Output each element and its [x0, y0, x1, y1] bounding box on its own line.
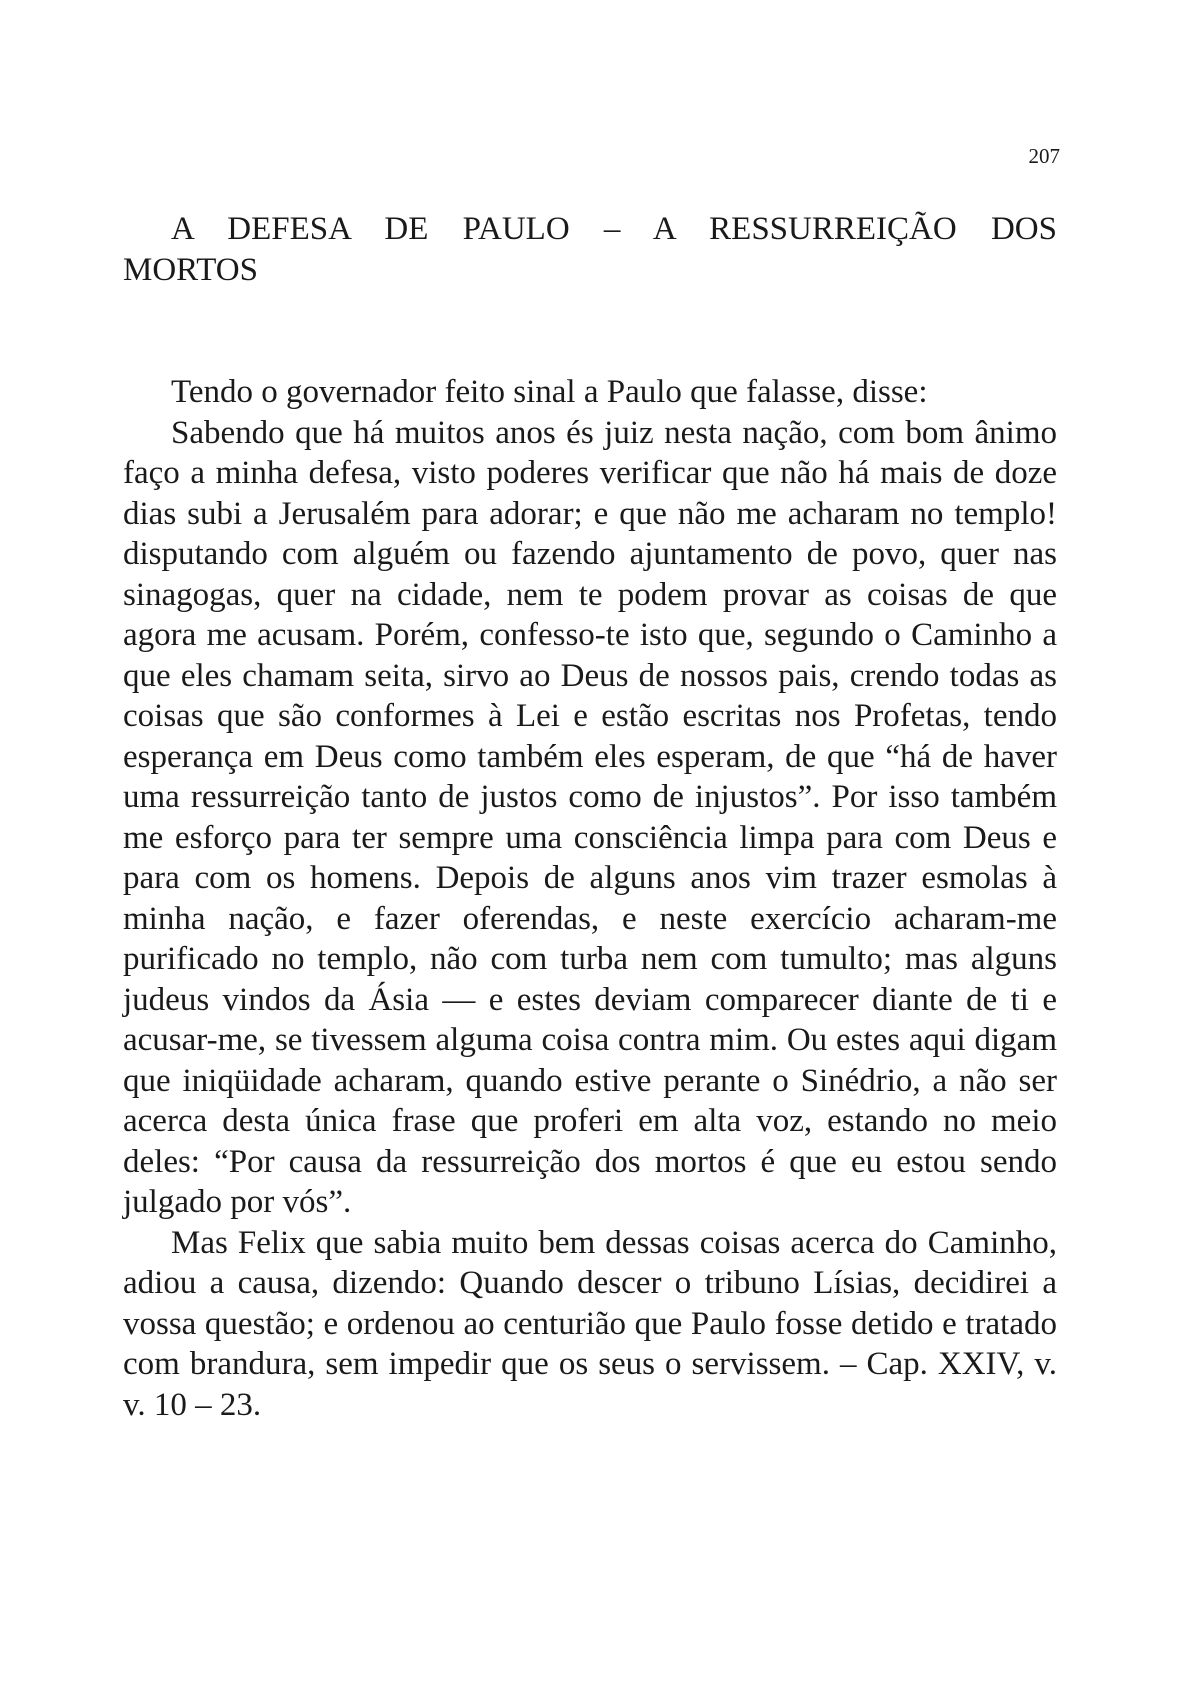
page-number: 207 [1028, 144, 1060, 168]
section-title: A DEFESA DE PAULO – A RESSURREIÇÃO DOS MORTOS [123, 211, 1057, 288]
paragraph-defense: Sabendo que há muitos anos és juiz nesta nação, com bom ânimo faço a minha defesa, visto poderes verificar que não há mais de doze dias subi a Jerusalém para adorar; e que não me acharam no templo! disputando com alguém ou fazendo ajuntamento de povo, quer nas sinagogas, quer na cidade, nem te podem provar as coisas de que agora me acusam. Porém, confesso-te isto que, segundo o Caminho a que eles chamam seita, sirvo ao Deus de nossos pais, crendo todas as coisas que são conformes à Lei e estão escritas nos Profetas, tendo esperança em Deus como também eles esperam, de que “há de haver uma ressurreição tanto de justos como de injustos”. Por isso também me esforço para ter sempre uma consciência limpa para com Deus e para com os homens. Depois de alguns anos vim trazer esmolas à minha nação, e fazer oferendas, e neste exercício acharam-me purificado no templo, não com turba nem com tumulto; mas alguns judeus vindos da Ásia — e estes deviam comparecer diante de ti e acusar-me, se tivessem alguma coisa contra mim. Ou estes aqui digam que iniqüidade acharam, quando estive perante o Sinédrio, a não ser acerca desta única frase que proferi em alta voz, estando no meio deles: “Por causa da ressurreição dos mortos é que eu estou sendo julgado por vós”. [123, 414, 1057, 1220]
paragraph-intro: Tendo o governador feito sinal a Paulo que falasse, disse: [171, 374, 928, 410]
paragraph-felix: Mas Felix que sabia muito bem dessas coisas acerca do Caminho, adiou a causa, dizendo: Quando descer o tribuno Lísias, decidirei a vossa questão; e ordenou ao centurião que Paulo fosse detido e tratado com brandura, sem impedir que os seus o servissem. – Cap. XXIV, v. v. 10 – 23. [123, 1224, 1057, 1423]
title-spacer [123, 290, 1057, 372]
page-content [123, 209, 1057, 1425]
